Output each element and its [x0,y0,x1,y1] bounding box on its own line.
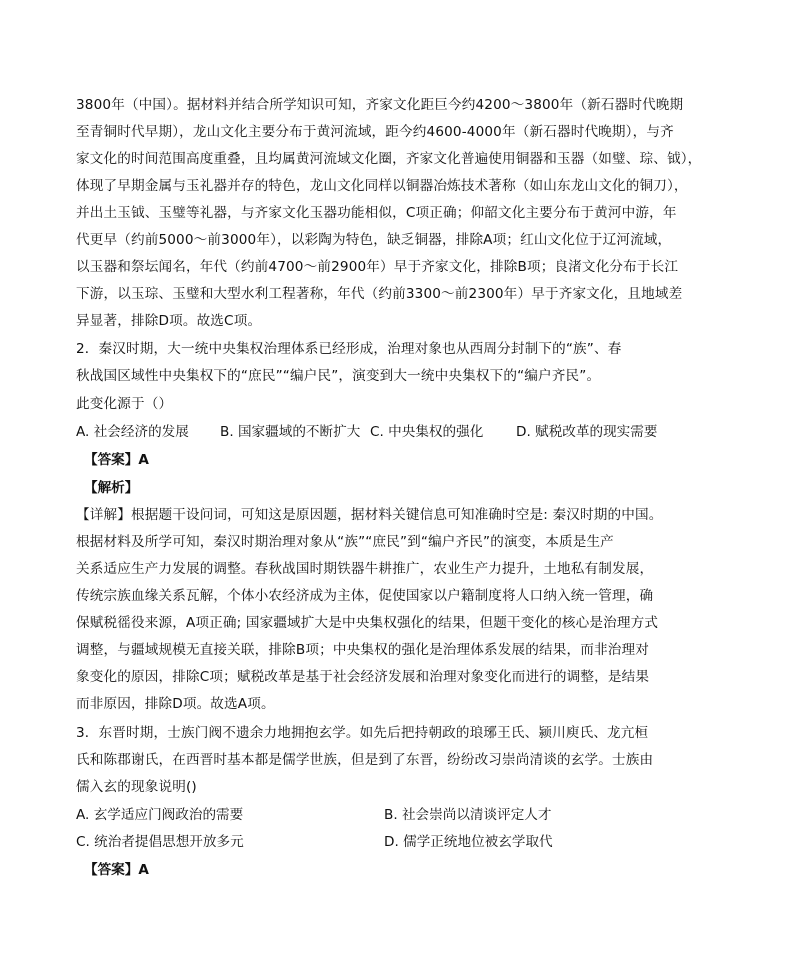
q1-analysis-line: 以玉器和祭坛闻名，年代（约前4700～前2900年）早于齐家文化，排除B项；良渚文化分布于长江 [76,259,679,275]
q3-stem-line: 氏和陈郡谢氏，在西晋时基本都是儒学世族，但是到了东晋，纷纷改习崇尚清谈的玄学。士族由 [76,752,654,768]
q2-stem-line: 此变化源于（） [76,396,173,412]
q2-detail-line: 而非原因，排除D项。故选A项。 [76,696,275,712]
q1-analysis-line: 下游，以玉琮、玉璧和大型水利工程著称，年代（约前3300～前2300年）早于齐家文化，且地域差 [76,286,683,302]
q1-analysis-line: 代更早（约前5000～前3000年），以彩陶为特色，缺乏铜器，排除A项；红山文化位于辽河流域， [76,232,672,248]
q3-stem-line: 儒入玄的现象说明() [76,779,197,795]
q2-detail-line: 调整，与疆域规模无直接关联，排除B项；中央集权的强化是治理体系发展的结果，而非治理对 [76,642,649,658]
q3-option-a: A. 玄学适应门阀政治的需要 [76,807,244,823]
q2-stem-line: 秋战国区域性中央集权下的“庶民”“编户民”，演变到大一统中央集权下的“编户齐民”。 [76,368,601,384]
q2-detail-line: 【详解】根据题干设问词，可知这是原因题，据材料关键信息可知准确时空是: 秦汉时期的中国。 [76,507,663,523]
q1-analysis-line: 3800年（中国）。据材料并结合所学知识可知，齐家文化距巨今约4200～3800年（新石器时代晚期 [76,97,684,113]
q3-answer: 【答案】A [84,862,149,878]
q2-detail-line: 根据材料及所学可知，秦汉时期治理对象从“族”“庶民”到“编户齐民”的演变，本质是生产 [76,534,614,550]
q1-analysis-line: 并出土玉钺、玉璧等礼器，与齐家文化玉器功能相似，C项正确；仰韶文化主要分布于黄河中游，年 [76,205,677,221]
q2-detail-line: 保赋税徭役来源，A项正确; 国家疆域扩大是中央集权强化的结果，但题干变化的核心是治理方式 [76,615,659,631]
q2-detail-line: 关系适应生产力发展的调整。春秋战国时期铁器牛耕推广，农业生产力提升，土地私有制发展， [76,561,654,577]
q3-option-b: B. 社会崇尚以清谈评定人才 [384,807,552,823]
q2-option-b: B. 国家疆域的不断扩大 [220,424,361,440]
q2-option-c: C. 中央集权的强化 [370,424,484,440]
q2-stem-line: 2．秦汉时期，大一统中央集权治理体系已经形成，治理对象也从西周分封制下的“族”、春 [76,341,622,357]
q2-option-d: D. 赋税改革的现实需要 [516,424,658,440]
q2-answer: 【答案】A [84,452,149,468]
q2-detail-line: 传统宗族血缘关系瓦解，个体小农经济成为主体，促使国家以户籍制度将人口纳入统一管理，确 [76,588,654,604]
q3-stem-line: 3．东晋时期，士族门阀不遗余力地拥抱玄学。如先后把持朝政的琅琊王氏、颍川庾氏、龙亢桓 [76,725,649,741]
q2-option-a: A. 社会经济的发展 [76,424,189,440]
q1-analysis-line: 体现了早期金属与玉礼器并存的特色，龙山文化同样以铜器冶炼技术著称（如山东龙山文化的铜刀）， [76,178,688,194]
q2-analysis-label: 【解析】 [84,480,139,496]
q1-analysis-line: 至青铜时代早期），龙山文化主要分布于黄河流域，距今约4600-4000年（新石器时代晚期），与齐 [76,124,674,140]
q1-analysis-line: 异显著，排除D项。故选C项。 [76,313,262,329]
q2-detail-line: 象变化的原因，排除C项；赋税改革是基于社会经济发展和治理对象变化而进行的调整，是结果 [76,669,650,685]
q1-analysis-line: 家文化的时间范围高度重叠，且均属黄河流域文化圈，齐家文化普遍使用铜器和玉器（如璧、琮、钺）， [76,151,702,167]
q3-option-c: C. 统治者提倡思想开放多元 [76,834,244,850]
q3-option-d: D. 儒学正统地位被玄学取代 [384,834,553,850]
